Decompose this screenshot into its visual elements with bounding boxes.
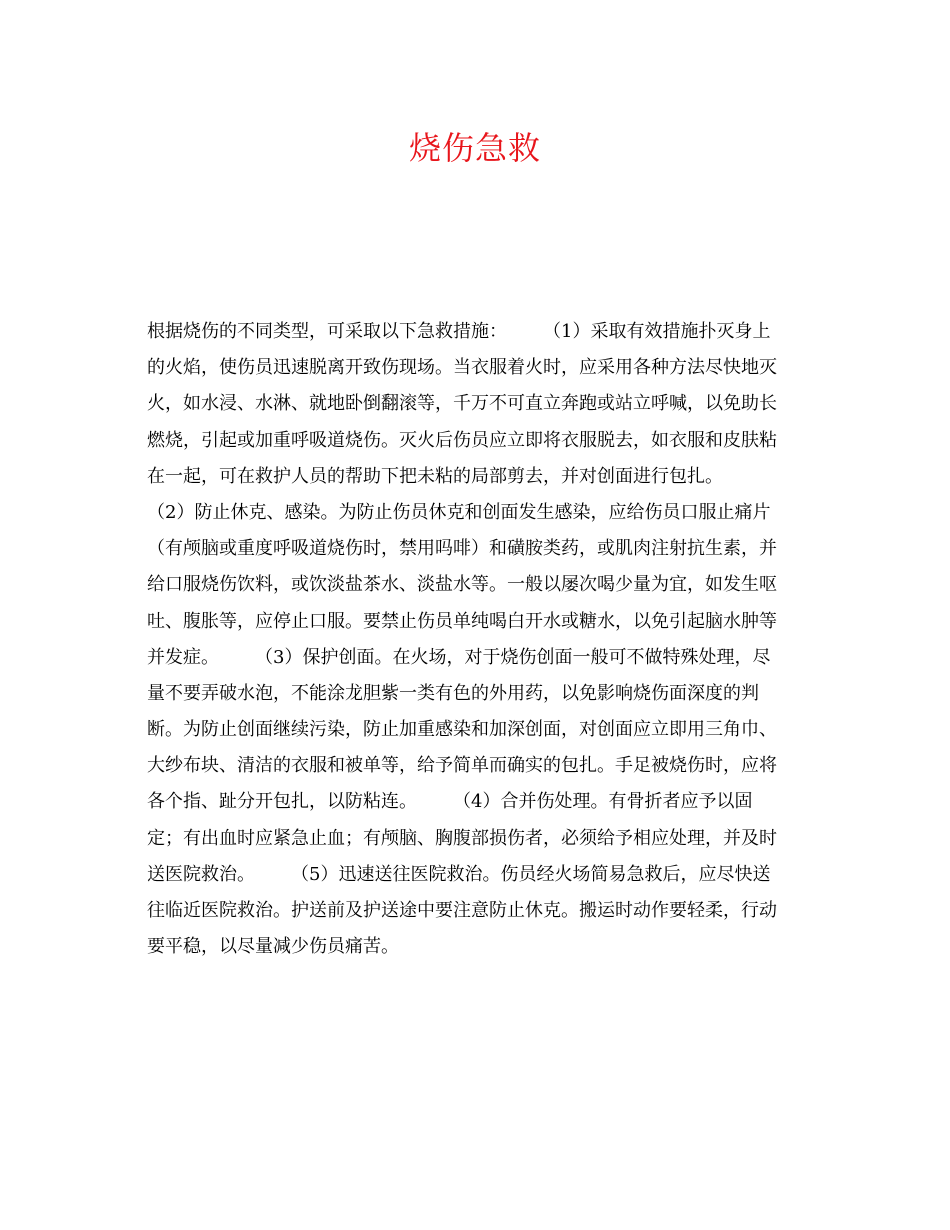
body-line: 定；有出血时应紧急止血；有颅脑、胸腹部损伤者，必须给予相应处理，并及时 [147,827,777,849]
body-line: 往临近医院救治。护送前及护送途中要注意防止休克。搬运时动作要轻柔，行动 [147,900,777,921]
body-line: 各个指、趾分开包扎，以防粘连。 （4）合并伤处理。有骨折者应予以固 [147,791,753,813]
body-line: 的火焰，使伤员迅速脱离开致伤现场。当衣服着火时，应采用各种方法尽快地灭 [147,357,777,379]
body-line: （有颅脑或重度呼吸道烧伤时，禁用吗啡）和磺胺类药，或肌肉注射抗生素，并 [147,538,777,560]
document-body [147,314,803,965]
body-line: 火，如水浸、水淋、就地卧倒翻滚等，千万不可直立奔跑或站立呼喊，以免助长 [147,393,777,415]
body-line: 要平稳，以尽量减少伤员痛苦。 [147,936,399,958]
body-line: （2）防止休克、感染。为防止伤员休克和创面发生感染，应给伤员口服止痛片 [147,501,771,523]
document-title: 烧伤急救 [408,129,541,167]
body-line: 在一起，可在救护人员的帮助下把未粘的局部剪去，并对创面进行包扎。 [147,465,723,487]
body-line: 并发症。 （3）保护创面。在火场，对于烧伤创面一般可不做特殊处理，尽 [147,646,771,668]
body-line: 送医院救治。 （5）迅速送往医院救治。伤员经火场简易急救后，应尽快送 [147,863,771,885]
body-line: 根据烧伤的不同类型，可采取以下急救措施： （1）采取有效措施扑灭身上 [147,321,771,342]
body-line: 燃烧，引起或加重呼吸道烧伤。灭火后伤员应立即将衣服脱去，如衣服和皮肤粘 [147,429,777,451]
body-line: 大纱布块、清洁的衣服和被单等，给予简单而确实的包扎。手足被烧伤时，应将 [147,755,777,777]
body-line: 给口服烧伤饮料，或饮淡盐茶水、淡盐水等。一般以屡次喝少量为宜，如发生呕 [147,574,777,596]
body-line: 吐、腹胀等，应停止口服。要禁止伤员单纯喝白开水或糖水，以免引起脑水肿等 [147,610,777,632]
body-line: 断。为防止创面继续污染，防止加重感染和加深创面，对创面应立即用三角巾、 [147,719,777,741]
body-line: 量不要弄破水泡，不能涂龙胆紫一类有色的外用药，以免影响烧伤面深度的判 [147,682,759,704]
